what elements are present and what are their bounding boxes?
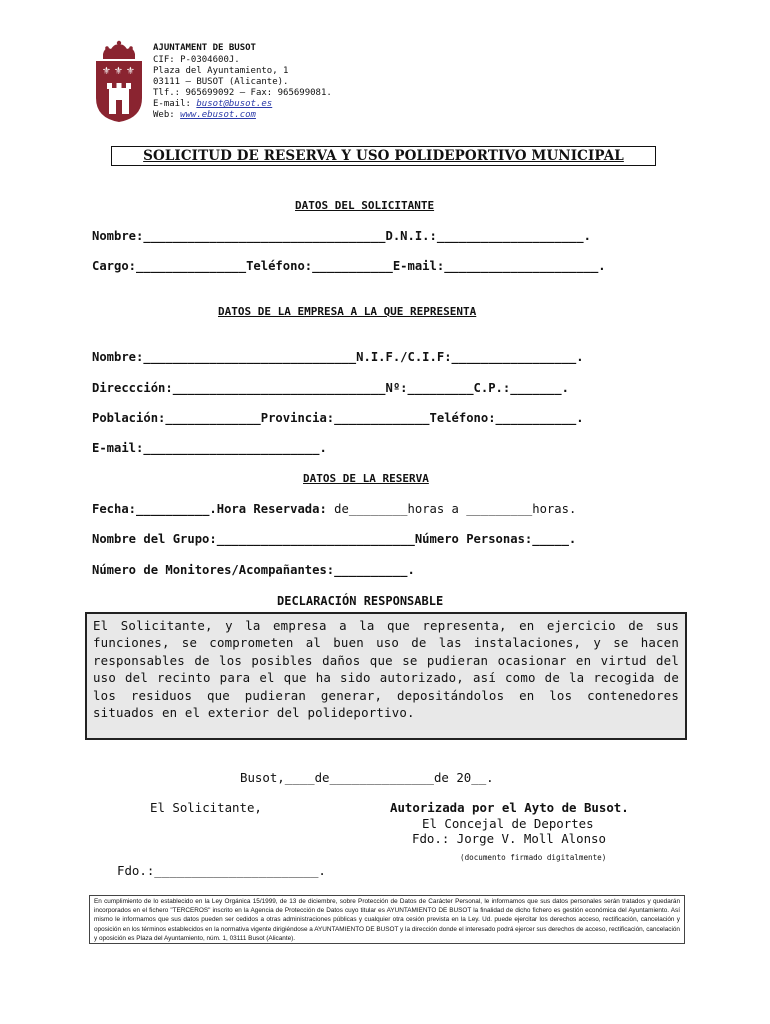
- svg-text:⚜: ⚜: [114, 66, 123, 77]
- section-heading-reserva: DATOS DE LA RESERVA: [303, 472, 429, 485]
- fecha-blank[interactable]: __________.: [136, 502, 217, 516]
- org-phone: Tlf.: 965699092 – Fax: 965699081.: [153, 88, 332, 98]
- empresa-email-line[interactable]: E-mail:________________________.: [92, 441, 327, 455]
- reserva-fecha-hora-line[interactable]: [92, 502, 576, 516]
- form-title: SOLICITUD DE RESERVA Y USO POLIDEPORTIVO MUNICIPAL: [111, 146, 656, 166]
- web-link[interactable]: www.ebusot.com: [180, 110, 256, 120]
- autorizada-label: Autorizada por el Ayto de Busot.: [390, 800, 629, 815]
- fecha-label: Fecha:: [92, 502, 137, 516]
- fdo-solicitante-line[interactable]: Fdo.:______________________.: [117, 863, 326, 878]
- concejal-label: El Concejal de Deportes: [422, 816, 594, 831]
- section-heading-empresa: DATOS DE LA EMPRESA A LA QUE REPRESENTA: [218, 305, 477, 318]
- empresa-nombre-nif-line[interactable]: Nombre:_____________________________N.I.F./C.I.F:_________________.: [92, 350, 584, 364]
- digital-signature-note: (documento firmado digitalmente): [460, 853, 607, 862]
- data-protection-text: En cumplimiento de lo establecido en la Ley Orgánica 15/1999, de 13 de diciembre, sobre Protección de Datos de Carácter Personal, le informamos que sus datos personales serán tratados y quedarán incorporados en el fichero "TERCEROS" inscrito en la Agencia de Protección de Datos cuyo titular es AYUNTAMIENTO DE BUSOT la finalidad de dicho fichero es gestión económica del Ayuntamiento. Así mismo le informamos que sus datos pueden ser cedidos a otras administraciones públicas y cualquier otra cesión prevista en la Ley. Ud. puede ejercitar los derechos acceso, rectificación, cancelación y oposición en los términos establecidos en la normativa vigente dirigiéndose a AYUNTAMIENTO DE BUSOT y la dirección donde el interesado podrá ejercer sus derechos de acceso, rectificación, cancelación y oposición es Plaza del Ayuntamiento, núm. 1, 03111 Busot (Alicante).: [94, 898, 680, 942]
- date-line[interactable]: Busot,____de______________de 20__.: [240, 770, 494, 785]
- solicitante-signature-label: El Solicitante,: [150, 800, 262, 815]
- data-protection-notice: [89, 895, 685, 944]
- web-label: Web:: [153, 110, 181, 120]
- hora-range-blank[interactable]: de________horas a _________horas.: [326, 502, 577, 516]
- section-heading-declaracion: DECLARACIÓN RESPONSABLE: [277, 594, 444, 608]
- svg-text:⚜: ⚜: [126, 66, 135, 77]
- solicitante-nombre-dni-line[interactable]: Nombre:_________________________________D.N.I.:____________________.: [92, 229, 591, 243]
- hora-label: Hora Reservada:: [216, 502, 327, 516]
- section-heading-solicitante: DATOS DEL SOLICITANTE: [295, 199, 435, 212]
- concejal-name: Fdo.: Jorge V. Moll Alonso: [412, 831, 606, 846]
- svg-text:⚜: ⚜: [102, 66, 111, 77]
- org-address-line1: Plaza del Ayuntamiento, 1: [153, 66, 289, 76]
- declaracion-text: El Solicitante, y la empresa a la que representa, en ejercicio de sus funciones, se comprometen al buen uso de las instalaciones, y se hacen responsables de los posibles daños que se pudieran ocasionar en virtud del uso del recinto para el que ha sido autorizado, así como de la recogida de los residuos que pudieran generar, depositándolos en los contenedores situados en el exterior del polideportivo.: [93, 618, 679, 721]
- empresa-direccion-line[interactable]: Direccción:_____________________________Nº:_________C.P.:_______.: [92, 381, 569, 395]
- org-web-line: [153, 110, 256, 121]
- email-label: E-mail:: [153, 99, 197, 109]
- empresa-poblacion-line[interactable]: Población:_____________Provincia:_____________Teléfono:___________.: [92, 411, 584, 425]
- solicitante-cargo-telefono-email-line[interactable]: Cargo:_______________Teléfono:___________E-mail:_____________________.: [92, 259, 606, 273]
- declaracion-text-box: [85, 612, 687, 740]
- org-address-line2: 03111 – BUSOT (Alicante).: [153, 77, 289, 87]
- org-name: AJUNTAMENT DE BUSOT: [153, 43, 256, 53]
- org-email-line: [153, 99, 272, 110]
- reserva-grupo-personas-line[interactable]: Nombre del Grupo:___________________________Número Personas:_____.: [92, 532, 577, 546]
- email-link[interactable]: busot@busot.es: [196, 99, 273, 109]
- reserva-monitores-line[interactable]: Número de Monitores/Acompañantes:__________.: [92, 563, 415, 577]
- org-cif: CIF: P-0304600J.: [153, 55, 240, 65]
- busot-coat-of-arms-logo: [93, 40, 145, 124]
